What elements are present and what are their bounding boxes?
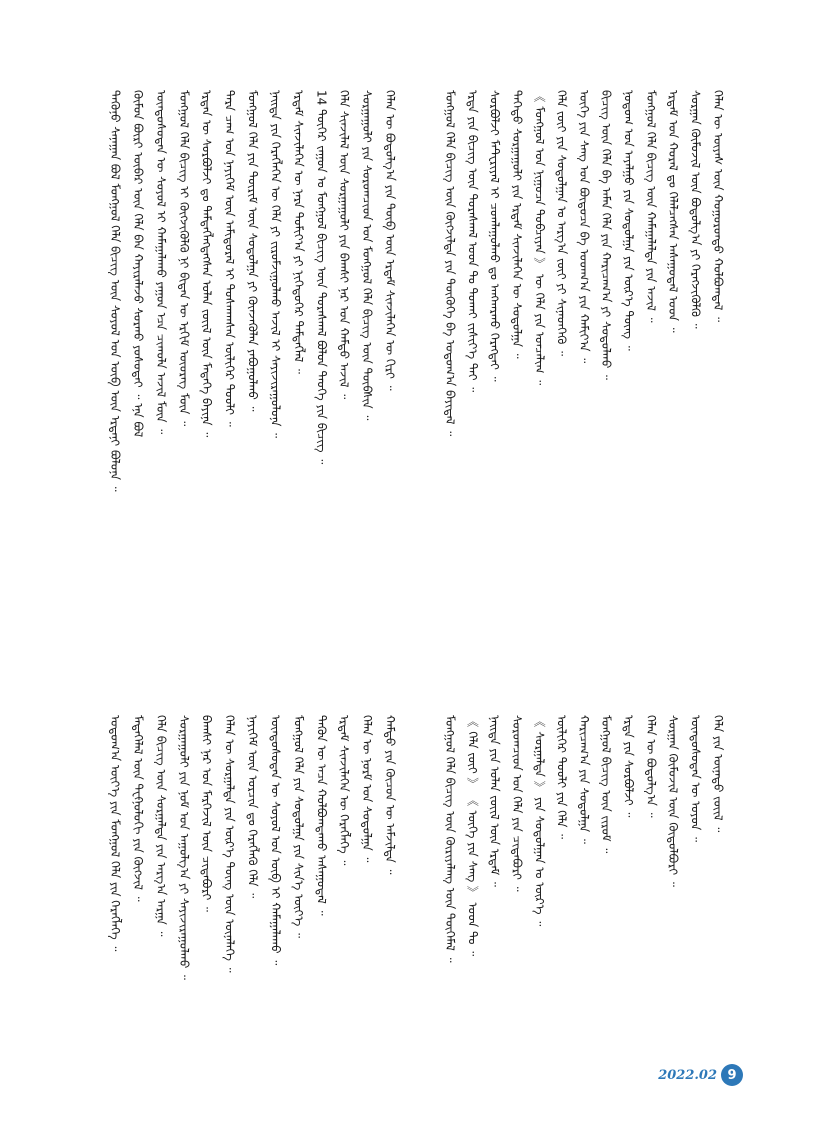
text-column <box>311 715 334 1075</box>
text-column <box>641 90 663 680</box>
issue-label: 2022.02 <box>658 1067 717 1083</box>
text-column <box>197 715 220 1075</box>
text-line: ᠰᠤᠷᠤᠭᠴᠢᠳ ᠤᠨ ᠬᠡᠯᠡ ᠶᠢᠨ ᠴᠢᠳᠠᠪᠤᠷᠢ ᠃ <box>509 715 524 892</box>
text-line: ᠲᠡᠷᠡ ᠴᠠᠭ ᠤᠨ ᠨᠡᠶᠢᠭᠡᠮ ᠦᠨ ᠠᠮᠢᠳᠤᠷᠠᠯ ᠢ ᠲᠤᠰᠬᠠᠭᠰᠠᠨ ᠦᠯᠢᠭᠡᠷ ᠳᠤᠤᠯᠢ ᠃ <box>222 90 237 427</box>
text-line: ᠬᠦᠮᠦᠨ ᠪᠦᠷᠢ ᠥᠪᠡᠷ ᠦᠨ ᠬᠡᠯᠡ ᠪᠡᠨ ᠬᠠᠶᠢᠷᠠᠯᠠᠵᠤ ᠰᠤᠷᠬᠤ ᠶᠣᠰᠣᠲᠠᠢ ᠃ ᠡᠨᠡ ᠪᠣᠯ <box>130 90 145 438</box>
text-line: ᠣᠳᠣᠭ᠎ᠠ ᠦᠶ᠎ᠡ ᠶᠢᠨ ᠮᠣᠩᠭᠣᠯ ᠬᠡᠯᠡ ᠶᠢᠨ ᠬᠡᠷᠡᠭᠯᠡᠭᠡ ᠃ <box>108 715 122 952</box>
text-column <box>105 715 128 1075</box>
text-line: 《 ᠰᠤᠷᠭᠠᠯᠲᠠ 》 ᠶᠢᠨ ᠰᠤᠳᠤᠯᠭᠠᠨ ᠤ ᠦᠷ᠎ᠡ ᠃ <box>532 715 547 927</box>
text-line: ᠰᠤᠷᠭᠠᠨ ᠬᠦᠮᠦᠵᠢᠯ ᠦᠨ ᠬᠥᠲᠦᠯᠪᠦᠷᠢ ᠃ <box>666 715 681 887</box>
text-line: 14 ᠳᠦᠭᠡᠷ ᠵᠠᠭᠤᠨ ᠤ ᠮᠣᠩᠭᠣᠯ ᠪᠢᠴᠢᠭ ᠦᠨ ᠳᠤᠷᠠᠰᠬᠠᠯ ᠪᠣᠯᠤᠨ ᠲᠡᠦᠬᠡ ᠶᠢᠨ ᠪᠢᠴᠢᠭ ᠃ <box>314 90 329 465</box>
text-column <box>619 715 641 1085</box>
text-column <box>485 90 507 680</box>
text-column <box>708 90 730 680</box>
text-column <box>462 90 484 680</box>
text-line: ᠮᠣᠩᠭᠣᠯ ᠬᠡᠯᠡ ᠪᠢᠴᠢᠭ ᠦᠨ ᠬᠠᠮᠠᠭᠠᠯᠠᠯᠲᠠ ᠶᠢᠨ ᠠᠵᠢᠯ ᠃ <box>643 90 658 323</box>
text-column <box>552 90 574 680</box>
text-line: ᠬᠡᠯᠡ ᠰᠢᠨᠵᠢᠯᠡᠯ ᠦᠨ ᠰᠤᠷᠭᠠᠭᠤᠯᠢ ᠶᠢᠨ ᠪᠠᠭᠰᠢ ᠨᠠᠷ ᠤᠨ ᠬᠠᠮᠲᠤ ᠠᠵᠢᠯ ᠃ <box>337 90 352 400</box>
text-line: ᠮᠣᠩᠭᠣᠯ ᠬᠡᠯᠡ ᠪᠢᠴᠢᠭ ᠢ ᠬᠥᠭᠵᠢᠭᠦᠯᠬᠦ ᠨᠢ ᠪᠢᠳᠡᠨ ᠦ ᠡᠷᠬᠢᠮ ᠦᠦᠷᠡᠭ ᠮᠥᠨ ᠃ <box>176 90 191 427</box>
text-line: ᠨᠡᠢᠲᠡ ᠶᠢᠨ ᠬᠡᠷᠡᠭᠯᠡᠭᠡᠨ ᠦ ᠬᠡᠯᠡ ᠶᠢ ᠵᠢᠷᠤᠮᠵᠢᠭᠤᠯᠬᠤ ᠠᠵᠢᠯ ᠢ ᠰᠠᠶᠢᠵᠢᠷᠠᠭᠤᠯᠤᠨᠠ ᠃ <box>268 90 283 439</box>
text-line: ᠬᠡᠯᠡᠨ ᠦ ᠨᠣᠷᠮ ᠤᠨ ᠰᠤᠳᠤᠯᠭᠠ ᠃ <box>360 715 375 863</box>
text-line: 《 ᠬᠡᠯᠡ ᠵᠦᠢ 》 《 ᠦᠭᠡ ᠶᠢᠨ ᠰᠠᠩ 》 ᠤᠳ ᠲᠤ ᠃ <box>465 715 480 957</box>
text-line: ᠰᠤᠷᠭᠠᠭᠤᠯᠢ ᠶᠢᠨ ᠰᠤᠷᠤᠭᠴᠢᠳ ᠤᠨ ᠮᠣᠩᠭᠣᠯ ᠬᠡᠯᠡ ᠪᠢᠴᠢᠭ ᠦᠨ ᠲᠦᠪᠰᠢᠨ ᠃ <box>360 90 375 421</box>
text-line: ᠬᠡᠯᠡᠨ ᠦ ᠪᠣᠳᠣᠯᠭ᠎ᠠ ᠶᠢᠨ ᠲᠥᠪ ᠦᠨ ᠡᠷᠳᠡᠮ ᠰᠢᠨᠵᠢᠯᠡᠭᠡᠨ ᠦ ᠬᠢᠷᠢ ᠃ <box>383 90 398 391</box>
text-line: ᠮᠣᠩᠭᠣᠯ ᠬᠡᠯᠡ ᠪᠢᠴᠢᠭ ᠦᠨ ᠬᠥᠭᠵᠢᠯᠲᠡ ᠶᠢᠨ ᠲᠦᠭᠦᠬᠡ ᠪᠠ ᠣᠳᠣᠭ᠎ᠠ ᠪᠠᠶᠢᠳᠠᠯ ᠃ <box>443 90 457 437</box>
text-column <box>243 90 266 660</box>
text-line: ᠲᠡᠭᠦᠨ ᠦ ᠠᠴᠠ ᠬᠣᠯᠪᠣᠭᠳᠠᠬᠤ ᠠᠰᠠᠭᠤᠳᠠᠯ ᠃ <box>314 715 329 916</box>
text-block-top-left <box>105 90 403 660</box>
text-line: 《 ᠮᠣᠩᠭᠣᠯ ᠤᠨ ᠨᠢᠭᠤᠴᠠ ᠲᠣᠪᠴᠢᠶᠠᠨ 》 ᠦ ᠬᠡᠯᠡ ᠶᠢᠨ ᠣᠨᠴᠠᠯᠢᠭ ᠃ <box>532 90 547 386</box>
text-block-bottom-left <box>105 715 403 1075</box>
text-column <box>619 90 641 680</box>
text-column <box>685 715 707 1085</box>
text-column <box>440 715 462 1085</box>
text-block-top-right <box>440 90 730 680</box>
text-column <box>288 90 311 660</box>
text-line: ᠬᠠᠷᠢᠴᠠᠭ᠎ᠠ ᠶᠢᠨ ᠰᠤᠳᠤᠯᠭᠠ ᠃ <box>576 715 591 844</box>
text-column <box>663 90 685 680</box>
text-line: ᠬᠡᠯᠡᠨ ᠦ ᠰᠤᠷᠭᠠᠯᠲᠠ ᠶᠢᠨ ᠦᠷ᠎ᠡ ᠳᠦᠩ ᠦᠨ ᠦᠨᠡᠯᠡᠭᠡ ᠃ <box>222 715 237 973</box>
text-line: ᠬᠡᠯᠡ ᠶᠢᠨ ᠦᠨᠡᠲᠦ ᠵᠦᠢᠯ ᠃ <box>710 715 725 833</box>
text-line: ᠪᠠᠭᠰᠢ ᠨᠠᠷ ᠤᠨ ᠮᠡᠷᠭᠡᠵᠢᠯ ᠦᠨ ᠴᠢᠳᠠᠪᠤᠷᠢ ᠃ <box>199 715 214 912</box>
text-column <box>197 90 220 660</box>
text-line: ᠮᠡᠳᠡᠭᠡᠯᠡᠯ ᠦᠨ ᠲᠧᠻᠨᠣᠯᠣᠭᠢ ᠶᠢᠨ ᠬᠥᠭᠵᠢᠯ ᠃ <box>130 715 145 902</box>
text-column <box>174 90 197 660</box>
text-line: ᠮᠣᠩᠭᠣᠯ ᠬᠡᠯᠡ ᠶᠢᠨ ᠰᠤᠳᠤᠯᠭᠠ ᠶᠢᠨ ᠰᠢᠨ᠎ᠡ ᠦᠶ᠎ᠡ ᠃ <box>291 715 306 939</box>
text-column <box>311 90 334 660</box>
text-column <box>663 715 685 1085</box>
text-line: ᠬᠡᠯᠡ ᠵᠦᠢ ᠶᠢᠨ ᠰᠤᠳᠤᠯᠭᠠᠨ ᠤ ᠠᠷᠭ᠎ᠠ ᠵᠦᠢ ᠶᠢ ᠰᠢᠨᠡᠳᠬᠡᠬᠦ ᠃ <box>554 90 569 357</box>
text-column <box>334 90 357 660</box>
text-column <box>265 715 288 1075</box>
text-line: ᠡᠷᠲᠡ ᠶᠢᠨ ᠪᠢᠴᠢᠭ ᠦᠨ ᠳᠤᠷᠠᠰᠬᠠᠯ ᠤᠳ ᠲᠤ ᠲᠤᠬᠠᠢ ᠵᠢᠱᠢᠶ᠎ᠡ ᠲᠠᠢ ᠃ <box>465 90 480 393</box>
text-column <box>243 715 266 1075</box>
text-column <box>552 715 574 1085</box>
text-column <box>507 715 529 1085</box>
text-column <box>174 715 197 1075</box>
text-line: ᠮᠣᠩᠭᠣᠯ ᠬᠡᠯᠡ ᠪᠢᠴᠢᠭ ᠦᠨ ᠬᠦᠷᠢᠶᠡᠯᠡᠩ ᠦᠨ ᠲᠦᠭᠡᠮᠡᠯ ᠃ <box>443 715 457 963</box>
text-line: ᠬᠠᠮᠲᠤ ᠶᠢᠨ ᠬᠦᠴᠦᠨ ᠦ ᠠᠮᠵᠢᠯᠲᠠ ᠃ <box>383 715 398 875</box>
text-line: ᠰᠤᠷᠪᠤᠯᠵᠢ ᠮᠠᠲ᠋ᠧᠷᠢᠶᠠᠯ ᠢ ᠴᠤᠭᠯᠠᠭᠤᠯᠬᠤ ᠳᠤ ᠠᠩᠬᠠᠷᠬᠤ ᠬᠡᠷᠡᠭᠲᠡᠢ ᠃ <box>487 90 502 382</box>
text-line: ᠡᠷᠳᠡᠮ ᠤᠨ ᠬᠤᠷᠠᠯ ᠳᠤ ᠬᠡᠯᠡᠯᠴᠡᠭᠰᠡᠨ ᠠᠰᠠᠭᠤᠳᠠᠯ ᠤᠳ ᠃ <box>666 90 681 333</box>
text-column <box>574 90 596 680</box>
text-line: ᠬᠡᠯᠡ ᠪᠢᠴᠢᠭ ᠦᠨ ᠰᠤᠷᠭᠠᠯᠲᠠ ᠶᠢᠨ ᠠᠷᠭ᠎ᠠ ᠠᠷᠭᠠ ᠃ <box>153 715 168 937</box>
text-line: ᠳᠡᠭᠡᠳᠦ ᠰᠤᠷᠭᠠᠭᠤᠯᠢ ᠶᠢᠨ ᠡᠷᠳᠡᠮ ᠰᠢᠨᠵᠢᠯᠡᠭᠡᠨ ᠦ ᠰᠤᠳᠤᠯᠭᠠ ᠃ <box>509 90 524 359</box>
text-line: ᠡᠷᠲᠡᠨ ᠦ ᠰᠤᠷᠪᠤᠯᠵᠢ ᠳᠤ ᠲᠡᠮᠳᠡᠭᠯᠡᠭᠳᠡᠭᠰᠡᠨ ᠣᠯᠠᠨ ᠵᠦᠢᠯ ᠦᠨ ᠮᠡᠳᠡᠭᠡ ᠪᠠᠶᠢᠨᠠ ᠃ <box>199 90 214 438</box>
text-column <box>128 90 151 660</box>
text-block-bottom-right <box>440 715 730 1085</box>
text-line: ᠨᠡᠶᠢᠭᠡᠮ ᠦᠨ ᠣᠷᠴᠢᠨ ᠳᠤ ᠬᠡᠷᠡᠭᠯᠡᠬᠦ ᠬᠡᠯᠡ ᠃ <box>245 715 260 899</box>
text-line: ᠪᠢᠴᠢᠭ ᠦᠨ ᠬᠡᠯᠡ ᠪᠠ ᠠᠮᠠᠨ ᠬᠡᠯᠡ ᠶᠢᠨ ᠬᠠᠷᠢᠴᠠᠭ᠎ᠠ ᠶᠢ ᠰᠤᠳᠤᠯᠬᠤ ᠃ <box>599 90 614 380</box>
text-line: ᠡᠷᠳᠡᠮ ᠰᠢᠨᠵᠢᠯᠡᠭᠡᠨ ᠦ ᠨᠡᠷᠡ ᠲᠣᠮᠢᠶ᠎ᠠ ᠶᠢ ᠨᠢᠭᠡᠳᠦᠭᠡᠷ ᠲᠡᠮᠳᠡᠭᠯᠡᠯ ᠃ <box>291 90 306 374</box>
text-line: ᠦᠭᠡ ᠶᠢᠨ ᠰᠠᠩ ᠤᠨ ᠪᠦᠲᠦᠴᠡ ᠪᠠ ᠤᠳᠬ᠎ᠠ ᠶᠢᠨ ᠬᠠᠮᠢᠶ᠎ᠠ ᠃ <box>576 90 591 364</box>
page-footer <box>658 1064 743 1086</box>
text-column <box>641 715 663 1085</box>
text-line: ᠦᠨᠳᠦᠰᠦᠲᠡᠨ ᠦ ᠣᠶᠤᠨ ᠃ <box>688 715 703 842</box>
text-column <box>220 90 243 660</box>
text-column <box>485 715 507 1085</box>
text-line: ᠲᠡᠭᠦᠨᠦ ᠰᠠᠨᠠᠭᠠᠨ ᠪᠣᠯ ᠮᠣᠩᠭᠣᠯ ᠬᠡᠯᠡ ᠪᠢᠴᠢᠭ ᠦᠨ ᠰᠣᠶᠣᠯ ᠤᠨ ᠦᠪ ᠦᠨ ᠡᠷᠳᠡᠨᠢ ᠪᠣᠯᠤᠨᠠ ᠃ <box>108 90 122 492</box>
text-column <box>685 90 707 680</box>
text-column <box>529 715 551 1085</box>
text-column <box>151 715 174 1075</box>
text-line: ᠮᠣᠩᠭᠣᠯ ᠬᠡᠯᠡ ᠶᠢᠨ ᠳᠦᠷᠢᠮ ᠦᠨ ᠰᠤᠳᠤᠯᠭᠠ ᠶᠢ ᠭᠦᠨᠵᠡᠭᠦᠯᠡᠨ ᠶᠠᠪᠤᠭᠤᠯᠬᠤ ᠃ <box>245 90 260 412</box>
text-line: ᠨᠡᠢᠲᠡ ᠶᠢᠨ ᠣᠯᠠᠨ ᠵᠦᠢᠯ ᠦᠨ ᠡᠷᠳᠡᠮ ᠃ <box>487 715 502 887</box>
text-column <box>220 715 243 1075</box>
text-line: ᠦᠯᠢᠭᠡᠷ ᠳᠤᠤᠯᠢ ᠶᠢᠨ ᠬᠡᠯᠡ ᠃ <box>554 715 569 840</box>
text-line: ᠰᠤᠷᠭᠠᠨ ᠬᠦᠮᠦᠵᠢᠯ ᠦᠨ ᠪᠣᠳᠣᠯᠭ᠎ᠠ ᠶᠢ ᠬᠡᠷᠡᠭᠵᠢᠭᠦᠯᠬᠦ ᠃ <box>688 90 703 329</box>
text-column <box>708 715 730 1085</box>
text-column <box>507 90 529 680</box>
text-column <box>529 90 551 680</box>
text-column <box>574 715 596 1085</box>
text-column <box>462 715 484 1085</box>
text-line: ᠦᠨᠳᠦᠰᠦᠲᠡᠨ ᠦ ᠰᠣᠶᠣᠯ ᠤᠨ ᠥᠪ ᠢ ᠬᠠᠮᠠᠭᠠᠯᠠᠬᠤ ᠃ <box>268 715 283 966</box>
text-column <box>596 715 618 1085</box>
text-line: ᠮᠣᠩᠭᠣᠯ ᠪᠢᠴᠢᠭ ᠦᠨ ᠵᠢᠷᠤᠮ ᠃ <box>599 715 614 854</box>
text-column <box>128 715 151 1075</box>
text-line: ᠡᠷᠳᠡᠮ ᠰᠢᠨᠵᠢᠯᠡᠭᠡᠨ ᠦ ᠬᠡᠷᠡᠭᠯᠡᠭᠡ ᠃ <box>337 715 352 866</box>
text-line: ᠦᠨᠳᠦᠰᠦᠲᠡᠨ ᠦ ᠰᠣᠶᠣᠯ ᠢ ᠬᠠᠮᠠᠭᠠᠯᠠᠬᠤ ᠶᠠᠭᠤᠨ ᠡᠴᠡ ᠴᠢᠬᠤᠯᠠ ᠠᠵᠢᠯ ᠮᠥᠨ ᠃ <box>153 90 168 435</box>
text-line: ᠰᠤᠷᠭᠠᠭᠤᠯᠢ ᠶᠢᠨ ᠨᠣᠮ ᠤᠨ ᠠᠭᠤᠯᠭ᠎ᠠ ᠶᠢ ᠰᠠᠶᠢᠵᠢᠷᠠᠭᠤᠯᠬᠤ ᠃ <box>176 715 191 980</box>
text-line: ᠨᠤᠲᠤᠭ ᠤᠨ ᠠᠶᠠᠯᠭᠤ ᠶᠢᠨ ᠰᠤᠳᠤᠯᠭᠠ ᠶᠢᠨ ᠦᠷ᠎ᠡ ᠳᠦᠩ ᠃ <box>621 90 636 351</box>
page-number-badge: 9 <box>721 1064 743 1086</box>
text-column <box>440 90 462 680</box>
text-column <box>380 90 403 660</box>
text-column <box>105 90 128 660</box>
text-line: ᠬᠡᠯᠡᠨ ᠦ ᠦᠶᠡᠰ ᠦᠨ ᠬᠣᠭᠣᠷᠤᠨᠳᠤ ᠬᠣᠯᠪᠣᠭᠳᠠᠯ ᠃ <box>710 90 725 323</box>
text-column <box>334 715 357 1075</box>
text-column <box>357 90 380 660</box>
text-line: ᠡᠷᠲᠡ ᠶᠢᠨ ᠰᠤᠷᠪᠤᠯᠵᠢ ᠃ <box>621 715 636 818</box>
text-column <box>596 90 618 680</box>
text-line: ᠬᠡᠯᠡᠨ ᠦ ᠪᠣᠳᠣᠯᠭ᠎ᠠ ᠃ <box>643 715 658 818</box>
text-column <box>151 90 174 660</box>
text-column <box>288 715 311 1075</box>
text-column <box>265 90 288 660</box>
text-column <box>380 715 403 1075</box>
text-column <box>357 715 380 1075</box>
